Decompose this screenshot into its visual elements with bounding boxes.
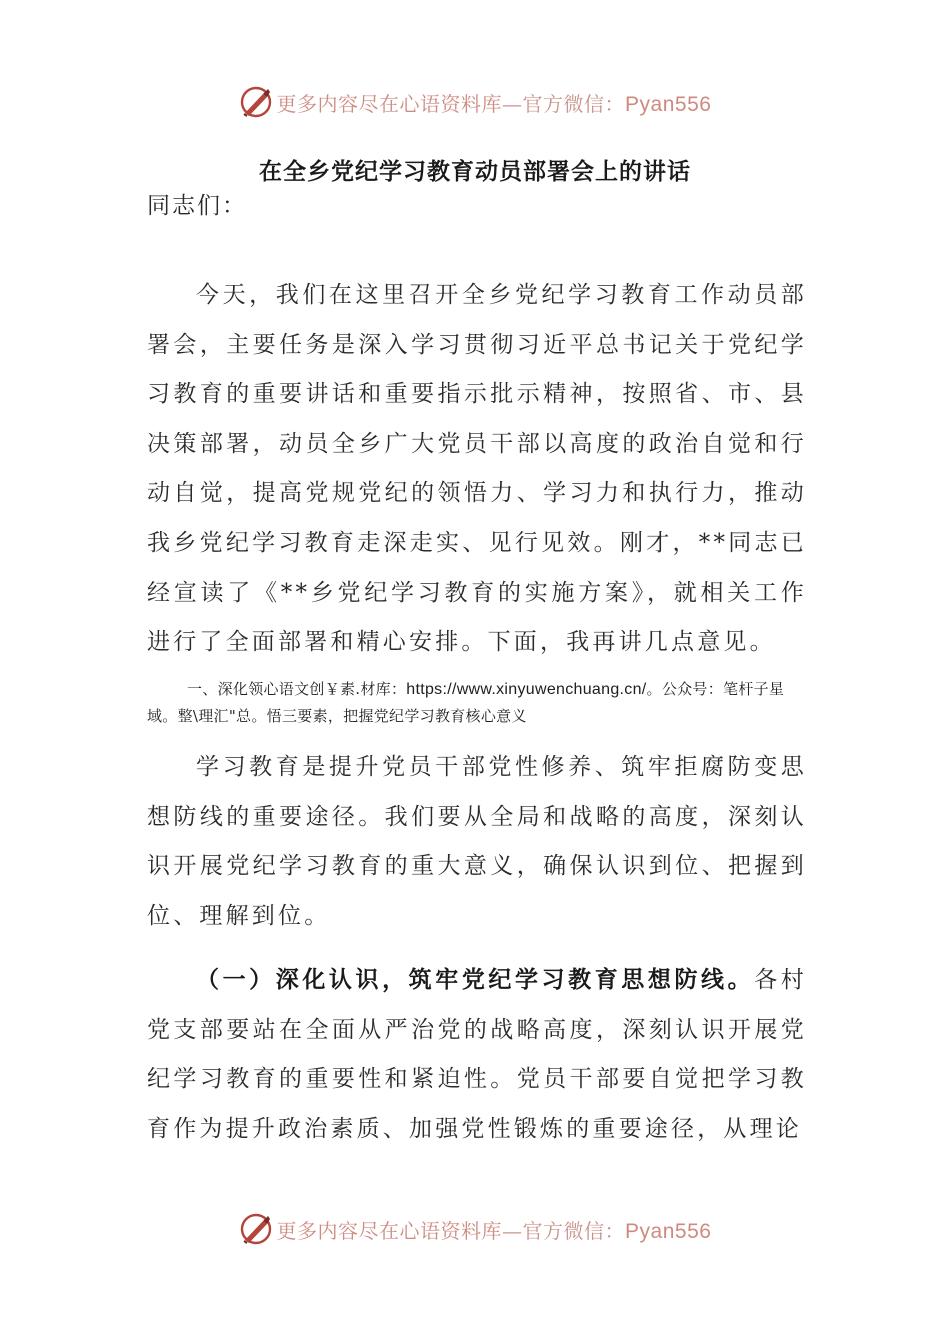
- heading-prefix: 一、深化领心语文创￥素.材库：: [187, 680, 407, 698]
- heading-url: https://www.xinyuwenchuang.cn/: [406, 681, 647, 698]
- banner-wechat-id: Pyan556: [625, 1219, 712, 1243]
- paragraph-intro: 今天，我们在这里召开全乡党纪学习教育工作动员部署会，主要任务是深入学习贯彻习近平总书记关于党纪学习教育的重要讲话和重要指示批示精神，按照省、市、县决策部署，动员全乡广大党员干部以高度的政治自觉和行动自觉，提高党规党纪的领悟力、学习力和执行力，推动我乡党纪学习教育走深走实、见行见效。刚才，**同志已经宣读了《**乡党纪学习教育的实施方案》，就相关工作进行了全面部署和精心安排。下面，我再讲几点意见。: [147, 282, 807, 656]
- banner-text: [277, 1215, 712, 1244]
- banner-text: [277, 88, 712, 117]
- salutation: 同志们：: [147, 193, 247, 219]
- paragraph-subsection-1: [147, 955, 807, 1154]
- banner-official-label: —官方微信：: [502, 1218, 626, 1243]
- paragraph-significance: 学习教育是提升党员干部党性修养、筑牢拒腐防变思想防线的重要途径。我们要从全局和战略的高度，深刻认识开展党纪学习教育的重大意义，确保认识到位、把握到位、理解到位。: [147, 754, 807, 929]
- pen-logo-icon: [239, 1212, 273, 1246]
- banner-main-text: 更多内容尽在心语资料库: [276, 1218, 503, 1243]
- header-banner: [0, 80, 950, 124]
- heading-suffix: 。公众号：笔杆子星域。整\理汇"总。悟三要素，把握党纪学习教育核心意义: [147, 680, 785, 725]
- subsection-body: 各村党支部要站在全面从严治党的战略高度，深刻认识开展党纪学习教育的重要性和紧迫性。党员干部要自觉把学习教育作为提升政治素质、加强党性锻炼的重要途径，从理论: [147, 967, 808, 1142]
- document-title: 在全乡党纪学习教育动员部署会上的讲话: [259, 158, 691, 185]
- banner-main-text: 更多内容尽在心语资料库: [276, 91, 503, 116]
- pen-logo-icon: [239, 85, 273, 119]
- banner-wechat-id: Pyan556: [625, 92, 712, 116]
- footer-banner: [0, 1207, 950, 1251]
- section-heading-1: [147, 676, 807, 729]
- subsection-heading: （一）深化认识，筑牢党纪学习教育思想防线。: [196, 966, 755, 993]
- banner-official-label: —官方微信：: [502, 91, 626, 116]
